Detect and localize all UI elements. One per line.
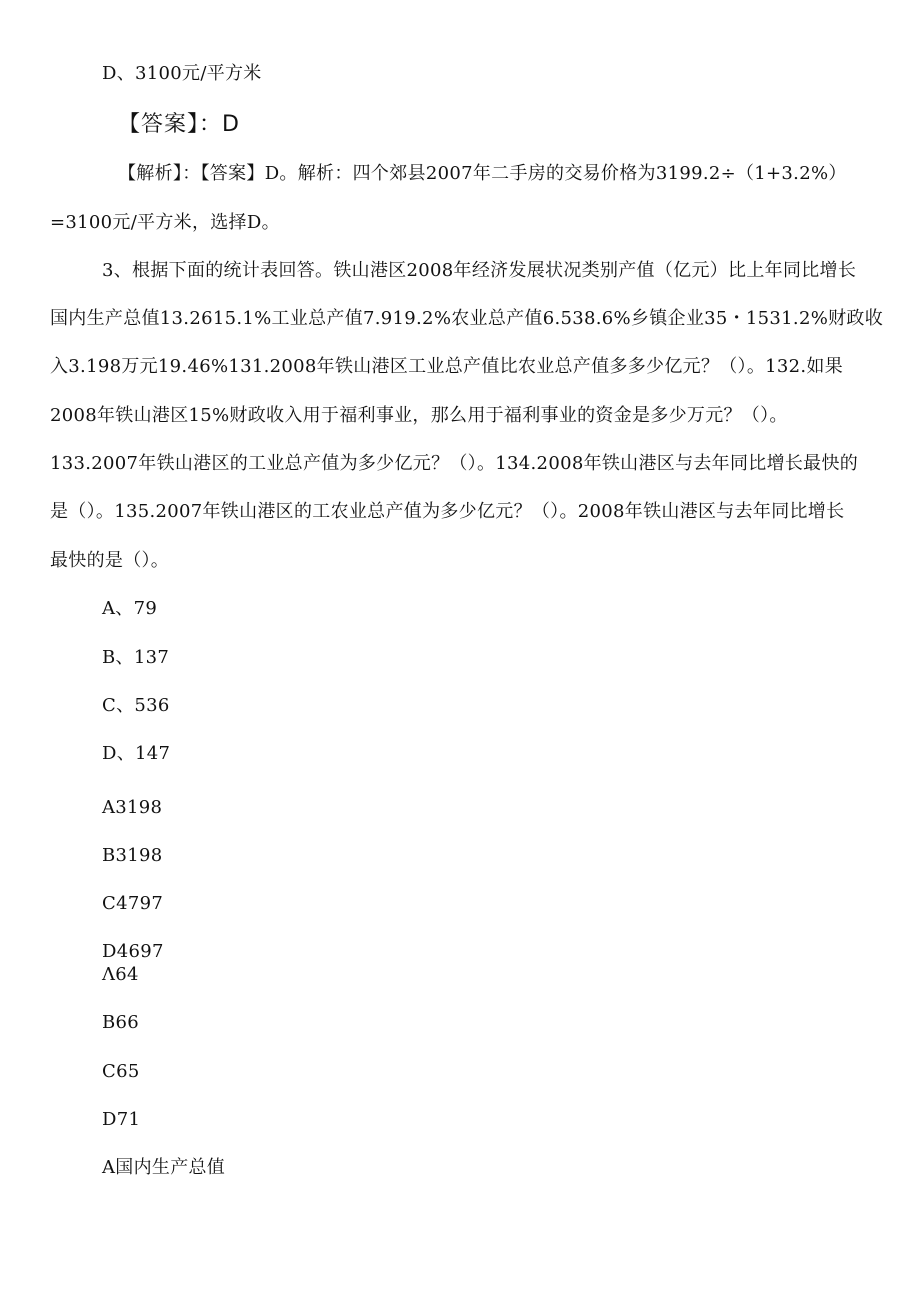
option-c-set3: C65 [102,1061,140,1082]
question-3-line-6: 是（）。135.2007年铁山港区的工农业总产值为多少亿元？（）。2008年铁山港区与去年同比增长 [50,501,845,522]
question-3-line-4: 2008年铁山港区15%财政收入用于福利事业，那么用于福利事业的资金是多少万元？（）。 [50,405,788,426]
question-3-line-5: 133.2007年铁山港区的工业总产值为多少亿元？（）。134.2008年铁山港区与去年同比增长最快的 [50,453,859,474]
option-a-set2: A3198 [102,797,163,818]
explanation-line-2: =3100元/平方米，选择D。 [50,212,280,233]
option-a-set4: A国内生产总值 [102,1157,226,1178]
question-3-line-2: 国内生产总值13.2615.1%工业总产值7.919.2%农业总产值6.538.6%乡镇企业35・1531.2%财政收 [50,308,884,329]
question-3-line-1: 3、根据下面的统计表回答。铁山港区2008年经济发展状况类别产值（亿元）比上年同比增长 [102,260,857,281]
question-3-line-3: 入3.198万元19.46%131.2008年铁山港区工业总产值比农业总产值多多少亿元？（）。132.如果 [50,356,844,377]
option-a-set3: Λ64 [102,964,139,985]
option-b-set1: B、137 [102,647,170,668]
option-d-set1: D、147 [102,743,171,764]
option-b-set3: B66 [102,1012,140,1033]
option-d-prev: D、3100元/平方米 [102,63,262,84]
option-b-set2: B3198 [102,845,163,866]
option-d-set2: D4697 [102,941,164,962]
answer-heading: 【答案】：D [118,112,240,137]
option-a-set1: A、79 [102,598,158,619]
option-d-set3: D71 [102,1109,141,1130]
option-c-set2: C4797 [102,893,164,914]
explanation-line-1: 【解析】：【答案】D。解析：四个郊县2007年二手房的交易价格为3199.2÷（1+3.2%） [118,163,847,184]
option-c-set1: C、536 [102,695,170,716]
question-3-line-7: 最快的是（）。 [50,550,170,571]
